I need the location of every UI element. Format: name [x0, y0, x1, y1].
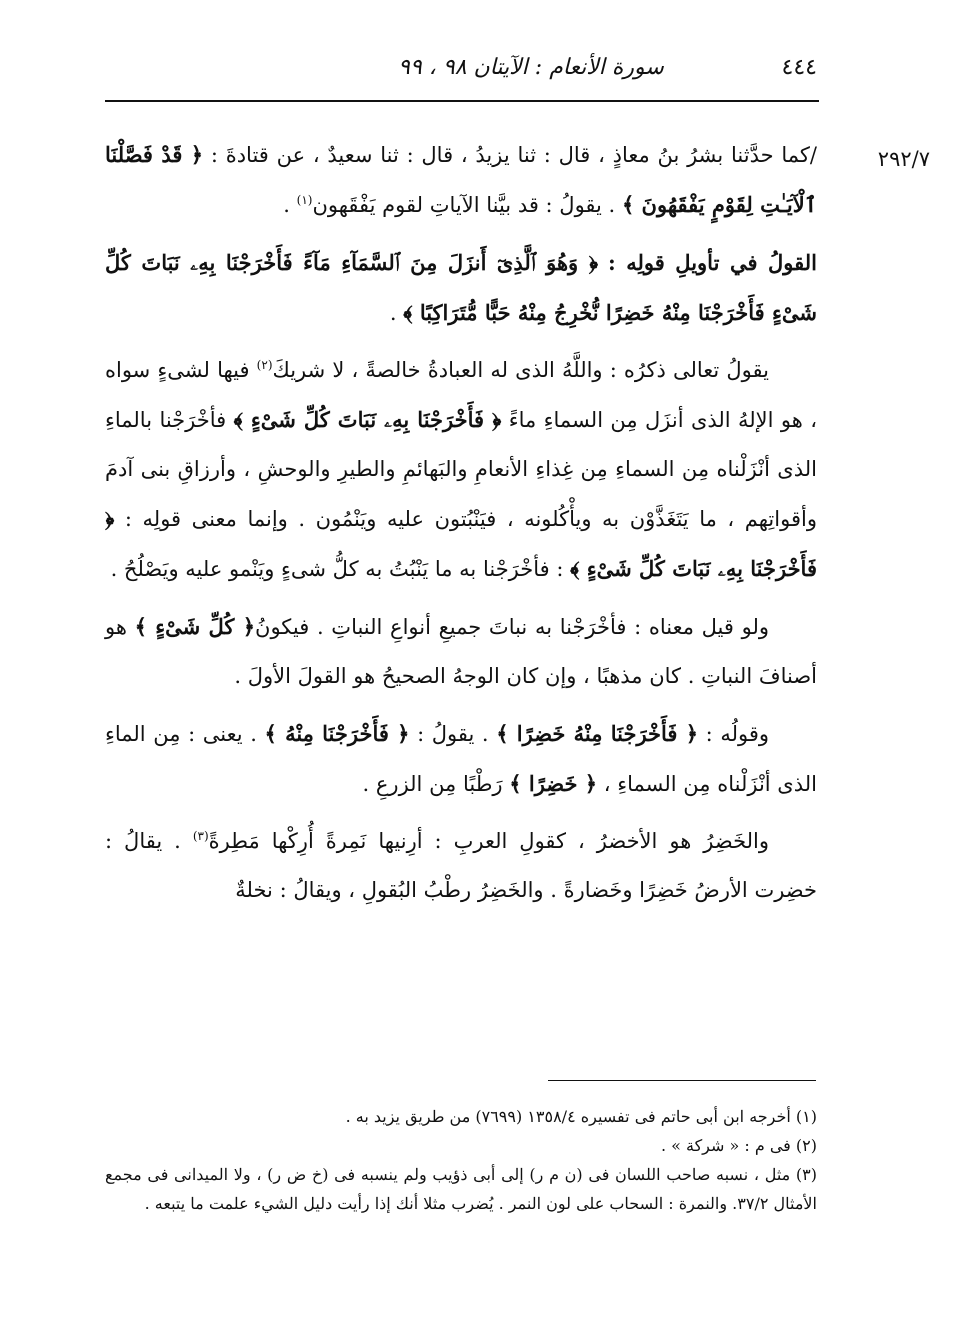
p1-after: . يقولُ : قد بيَّنا الآياتِ لقوم يَفْقَهون	[312, 193, 616, 217]
paragraph-1	[105, 130, 817, 230]
footnote-mark-3: (٣)	[192, 829, 209, 843]
footnote-mark-1: (١)	[296, 193, 313, 207]
footnote-rule	[548, 1080, 816, 1081]
p1-text: /كما حدَّثنا بشرُ بنُ معاذٍ ، قال : ثنا يزيدُ ، قال : ثنا سعيدٌ ، عن قتادةَ :	[210, 143, 817, 167]
p4-quran-quote: ﴿ كُلِّ شَىْءٍ ﴾	[134, 614, 256, 639]
p3-a: يقولُ تعالى ذكرُه : واللَّهُ الذى له العبادةُ خالصةً ، لا شريكَ	[272, 358, 769, 382]
page-number: ٤٤٤	[781, 55, 817, 80]
running-header	[105, 55, 817, 89]
section-heading: القولُ في تأويلِ قولِه :	[607, 250, 817, 275]
p5-quran-quote-1: ﴿ فَأَخْرَجْنَا مِنْهُ خَضِرًا ﴾	[496, 721, 699, 746]
paragraph-6	[105, 817, 817, 915]
main-text	[105, 130, 817, 923]
p5-c: . يعنى : مِن الماءِ الذى أنْزَلْناه مِن السماءِ ،	[105, 722, 817, 796]
margin-reference: ٢٩٢/٧	[877, 147, 930, 171]
header-title: سورة الأنعام : الآيتان ٩٨ ، ٩٩	[398, 55, 664, 80]
p5-b: . يقولُ :	[417, 722, 497, 746]
p5-d: رَطْبًا مِن الزرعِ .	[362, 772, 510, 796]
p1-end: .	[283, 193, 297, 217]
p6-b: . يقالُ : خضِرت الأرضُ خَضِرًا وخَضارةً . والخَضِرُ رطْبُ البُقولِ ، ويقالُ : نخلةٌ	[105, 829, 817, 902]
p3-quran-quote-2: ﴿ فَأَخْرَجْنَا بِهِۦ نَبَاتَ كُلِّ شَىْءٍ ﴾	[105, 506, 817, 581]
footnote-1: (١) أخرجه ابن أبى حاتم فى تفسيره ١٣٥٨/٤ (٧٦٩٩) من طريق يزيد به .	[345, 1107, 817, 1126]
p6-a: والخَضِرُ هو الأخضرُ ، كقولِ العربِ : أرِنيها نَمِرةً أُرِكْها مَطِرةً	[208, 829, 769, 853]
footnotes	[105, 1102, 817, 1218]
p3-b: فيها لشىءٍ سواه ، هو الإلهُ الذى أنزَل مِن السماءِ ماءً	[105, 358, 817, 432]
p3-d: : فأخْرَجْنا به ما يَنْبُتُ به كلُّ شىءٍ ويَنْمو عليه ويَصْلُحُ .	[110, 557, 571, 581]
p3-c: فأخْرَجْنا بالماءِ الذى أنْزَلْناه مِن السماءِ مِن غِذاءِ الأنعامِ والبَهائمِ والطيرِ والوحشِ ، وأرزاقِ بنى آدمَ وأقواتِهم ، ما يَتَغَذَّوْن به ويأْكُلونه ، فيَنْبُتون عليه ويَنْمُون . وإنما معنى قولِه :	[105, 408, 817, 531]
paragraph-5	[105, 709, 817, 809]
footnote-2: (٢) فى م : « شركة » .	[660, 1136, 817, 1155]
paragraph-2	[105, 238, 817, 338]
p4-a: ولو قيل معناه : فأخْرَجْنا به نباتَ جميعِ أنواعِ النباتِ . فيكونُ	[255, 615, 769, 639]
footnote-3: (٣) مثل ، نسبه صاحب اللسان فى (ن م ر) إلى أبى ذؤيب ولم ينسبه فى (خ ض ر) ، ولا الميدانى فى مجمع الأمثال ٣٧/٢. والنمرة : السحاب على لون النمر . يُضرب مثلا أنك إذا رأيت دليل الشيء علمت ما يتبعه .	[105, 1165, 817, 1213]
p4-b: هو أصنافَ النباتِ . كان مذهبًا ، وإن كان الوجهُ الصحيحُ هو القولَ الأولَ .	[105, 615, 817, 688]
p2-quran-quote: ﴿ وَهُوَ ٱلَّذِىٓ أَنزَلَ مِنَ ٱلسَّمَآءِ مَآءً فَأَخْرَجْنَا بِهِۦ نَبَاتَ كُلِّ شَىْءٍ فَأَخْرَجْنَا مِنْهُ خَضِرًا نُّخْرِجُ مِنْهُ حَبًّا مُّتَرَاكِبًا ﴾	[105, 250, 817, 325]
header-rule	[105, 100, 819, 102]
footnote-mark-2: (٢)	[256, 358, 273, 372]
p5-quran-quote-2: ﴿ فَأَخْرَجْنَا مِنْهُ ﴾	[264, 721, 410, 746]
paragraph-3	[105, 346, 817, 594]
p5-quran-quote-3: ﴿ خَضِرًا ﴾	[509, 771, 598, 796]
p3-quran-quote-1: ﴿ فَأَخْرَجْنَا بِهِۦ نَبَاتَ كُلِّ شَىْءٍ ﴾	[233, 407, 502, 432]
paragraph-4	[105, 602, 817, 701]
p5-a: وقولُه :	[705, 722, 770, 746]
p1-quran-quote: ﴿ قَدْ فَصَّلْنَا ٱلْآيَـٰتِ لِقَوْمٍ يَفْقَهُونَ ﴾	[105, 142, 817, 217]
p2-end: .	[389, 301, 404, 325]
